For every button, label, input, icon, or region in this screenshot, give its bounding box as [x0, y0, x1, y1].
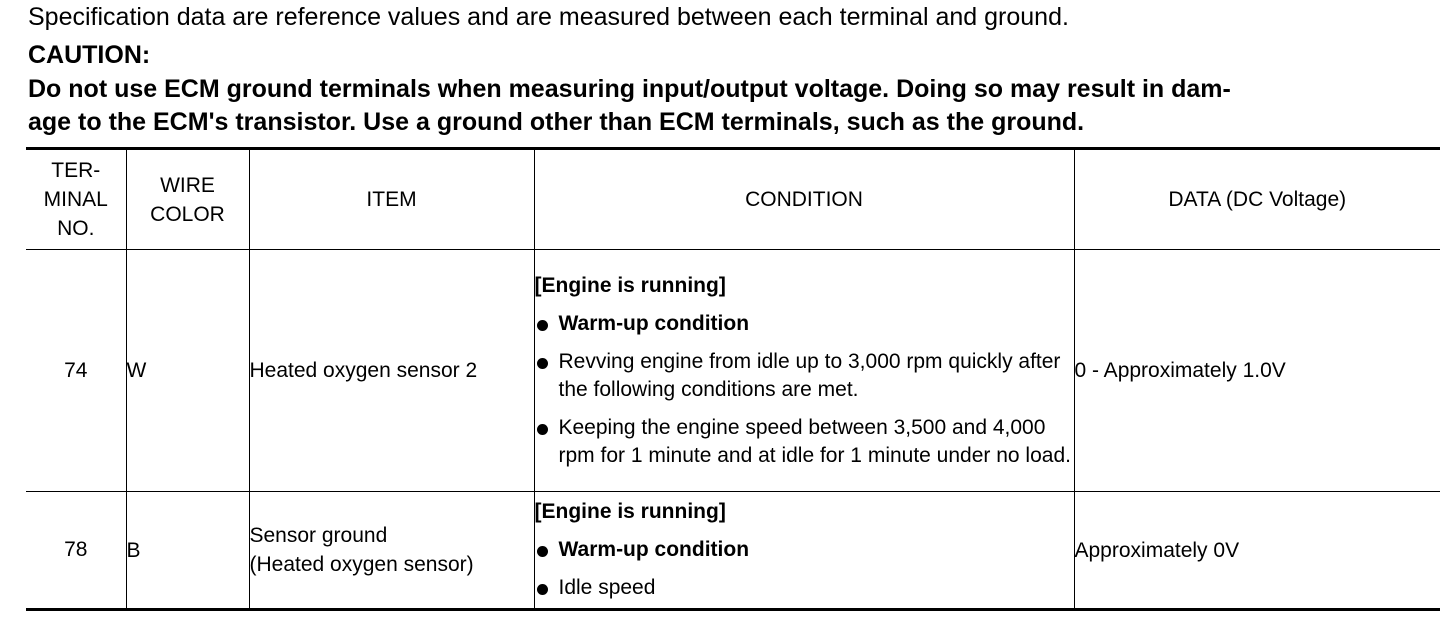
- condition-item: [535, 348, 1074, 404]
- wire-color-cell: B: [126, 492, 249, 610]
- condition-cell: [534, 492, 1074, 610]
- bullet-icon: [537, 546, 548, 557]
- condition-item-text: Keeping the engine speed between 3,500 and 4,000 rpm for 1 minute and at idle for 1 minute under no load.: [558, 415, 1071, 467]
- condition-item: [535, 536, 1074, 564]
- condition-item-text: Idle speed: [558, 576, 656, 599]
- wire-color-cell: W: [126, 250, 249, 492]
- table-row: [26, 250, 1440, 492]
- header-item: ITEM: [249, 149, 534, 250]
- terminal-spec-table: [26, 147, 1440, 611]
- table-header-row: [26, 149, 1440, 250]
- header-condition: CONDITION: [534, 149, 1074, 250]
- condition-item-text: Revving engine from idle up to 3,000 rpm quickly after the following conditions are met.: [558, 349, 1061, 401]
- header-line: TER-: [51, 159, 101, 182]
- caution-text: [28, 73, 1440, 139]
- bullet-icon: [537, 424, 548, 435]
- condition-title: [Engine is running]: [534, 500, 726, 523]
- header-wire-color: [126, 149, 249, 250]
- header-data: DATA (DC Voltage): [1074, 149, 1440, 250]
- item-cell: [249, 492, 534, 610]
- caution-title: CAUTION:: [28, 41, 151, 69]
- condition-title: [Engine is running]: [534, 273, 726, 297]
- intro-text: Specification data are reference values and are measured between each terminal and ground.: [28, 3, 1069, 31]
- data-cell: 0 - Approximately 1.0V: [1074, 250, 1440, 492]
- condition-list: [535, 310, 1074, 470]
- terminal-no-cell: 74: [26, 250, 126, 492]
- table-row: [26, 492, 1440, 610]
- item-line: Heated oxygen sensor 2: [249, 359, 478, 382]
- condition-item: [535, 310, 1074, 338]
- item-line: (Heated oxygen sensor): [249, 553, 474, 576]
- terminal-no-cell: 78: [26, 492, 126, 610]
- bullet-icon: [537, 320, 548, 331]
- caution-line: age to the ECM's transistor. Use a ground other than ECM terminals, such as the ground.: [28, 108, 1085, 136]
- header-line: NO.: [57, 217, 95, 240]
- condition-item-text: Warm-up condition: [558, 538, 750, 561]
- header-line: WIRE: [160, 173, 215, 197]
- condition-cell: [534, 250, 1074, 492]
- header-terminal-no: [26, 149, 126, 250]
- item-line: Sensor ground: [249, 524, 388, 547]
- item-cell: [249, 250, 534, 492]
- condition-item: [535, 414, 1074, 470]
- condition-list: [535, 536, 1074, 602]
- bullet-icon: [537, 584, 548, 595]
- condition-item: [535, 574, 1074, 602]
- header-line: COLOR: [150, 202, 225, 226]
- bullet-icon: [537, 358, 548, 369]
- header-line: MINAL: [43, 188, 108, 211]
- condition-item-text: Warm-up condition: [558, 311, 750, 335]
- caution-line: Do not use ECM ground terminals when measuring input/output voltage. Doing so may result in dam-: [28, 75, 1231, 103]
- data-cell: Approximately 0V: [1074, 492, 1440, 610]
